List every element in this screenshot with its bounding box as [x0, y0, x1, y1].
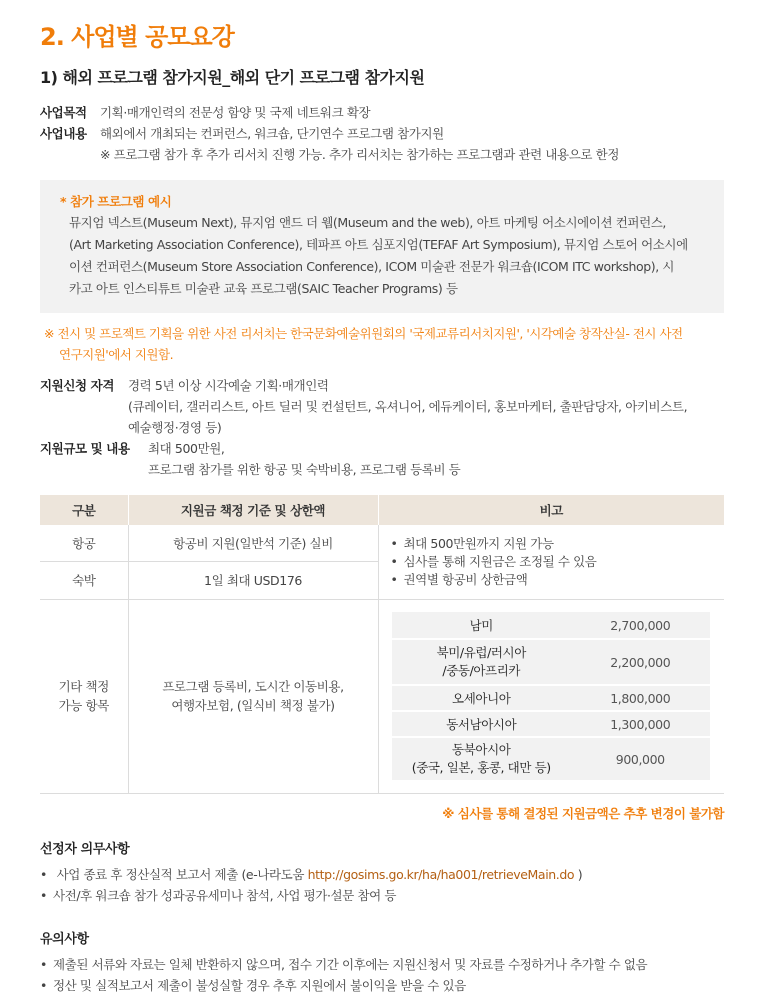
duties-title: 선정자 의무사항	[40, 841, 130, 857]
region-airfare-table	[392, 610, 710, 782]
row-category: 숙박	[40, 561, 128, 599]
warning-line: ※ 전시 및 프로젝트 기획을 위한 사전 리서치는 한국문화예술위원회의 '국제교류리서치지원', '시각예술 창작산실- 전시 사전	[44, 326, 683, 341]
warning-line: 연구지원'에서 지원함.	[59, 347, 174, 362]
purpose-row	[40, 102, 724, 123]
row-criteria: 항공비 지원(일반석 기준) 실비	[128, 525, 378, 561]
header-criteria: 지원금 책정 기준 및 상한액	[128, 495, 378, 525]
region-name: 동북아시아 (중국, 일본, 홍콩, 대만 등)	[392, 738, 570, 780]
region-amount: 2,200,000	[570, 640, 710, 684]
eligibility-value	[128, 375, 687, 438]
duties-list	[40, 864, 724, 906]
table-row	[40, 599, 724, 793]
region-row	[392, 686, 710, 710]
duty-item-text: 사업 종료 후 정산실적 보고서 제출 (e-나라도움	[56, 866, 308, 882]
program-example-box	[40, 180, 724, 313]
remark-item: • 최대 500만원까지 지원 가능	[391, 535, 725, 553]
eligibility-line: 경력 5년 이상 시각예술 기획·매개인력	[128, 378, 329, 393]
scale-label: 지원규모 및 내용	[40, 441, 130, 456]
duty-item	[40, 864, 724, 885]
eligibility-line: 예술행정·경영 등)	[128, 420, 222, 435]
example-title: * 참가 프로그램 예시	[60, 194, 172, 209]
row-category: 항공	[40, 525, 128, 561]
region-amount: 1,800,000	[570, 686, 710, 710]
remark-item: • 심사를 통해 지원금은 조정될 수 있음	[391, 553, 725, 571]
content-note: ※ 프로그램 참가 후 추가 리서치 진행 가능. 추가 리서치는 참가하는 프로그램과 관련 내용으로 한정	[100, 147, 620, 162]
cautions-list	[40, 954, 724, 996]
scale-line: 최대 500만원,	[148, 441, 225, 456]
example-line: 뮤지엄 넥스트(Museum Next), 뮤지엄 앤드 더 웹(Museum and the web), 아트 마케팅 어소시에이션 컨퍼런스,	[69, 215, 666, 230]
row-category: 기타 책정 가능 항목	[40, 599, 128, 793]
region-name: 북미/유럽/러시아 /중동/아프리카	[392, 640, 570, 684]
purpose-label: 사업목적	[40, 105, 87, 120]
e-nara-link[interactable]: http://gosims.go.kr/ha/ha001/retrieveMain.do	[307, 866, 575, 882]
eligibility-line: (큐레이터, 갤러리스트, 아트 딜러 및 컨설턴트, 옥셔니어, 에듀케이터, 홍보마케터, 출판담당자, 아키비스트,	[128, 399, 688, 414]
scale-value	[148, 438, 460, 480]
section-title: 2. 사업별 공모요강	[40, 23, 234, 51]
row-criteria: 1일 최대 USD176	[128, 561, 378, 599]
cautions-title: 유의사항	[40, 931, 89, 947]
eligibility-label: 지원신청 자격	[40, 378, 115, 393]
region-name: 오세아니아	[392, 686, 570, 710]
eligibility-row	[40, 375, 724, 438]
content-label: 사업내용	[40, 126, 87, 141]
table-header-row	[40, 495, 724, 525]
eligibility-block	[40, 375, 724, 480]
region-amount: 2,700,000	[570, 612, 710, 638]
duty-item-suffix: )	[574, 866, 583, 882]
example-line: (Art Marketing Association Conference), 테파프 아트 심포지엄(TEFAF Art Symposium), 뮤지엄 스토어 어소시에	[69, 237, 688, 252]
row-criteria: 프로그램 등록비, 도시간 이동비용, 여행자보험, (일식비 책정 불가)	[128, 599, 378, 793]
duties-section	[40, 838, 724, 906]
region-row	[392, 612, 710, 638]
example-body	[60, 212, 704, 300]
region-name: 동서남아시아	[392, 712, 570, 736]
example-line: 이션 컨퍼런스(Museum Store Association Conference), ICOM 미술관 전문가 워크숍(ICOM ITC workshop), 시	[69, 259, 675, 274]
table-row	[40, 525, 724, 561]
content-row	[40, 123, 724, 144]
remarks-cell	[378, 525, 724, 599]
region-name: 남미	[392, 612, 570, 638]
purpose-content-block	[40, 102, 724, 165]
research-warning	[40, 323, 724, 365]
header-remarks: 비고	[378, 495, 724, 525]
region-row	[392, 712, 710, 736]
scale-row	[40, 438, 724, 480]
content-value: 해외에서 개최되는 컨퍼런스, 워크숍, 단기연수 프로그램 참가지원	[100, 126, 444, 141]
table-note: ※ 심사를 통해 결정된 지원금액은 추후 변경이 불가함	[442, 805, 724, 821]
support-table	[40, 495, 724, 794]
duty-item: • 사전/후 워크숍 참가 성과공유세미나 참석, 사업 평가·설문 참여 등	[40, 885, 724, 906]
header-category: 구분	[40, 495, 128, 525]
program-title: 1) 해외 프로그램 참가지원_해외 단기 프로그램 참가지원	[40, 68, 425, 87]
remarks-list	[379, 535, 725, 589]
region-amount: 1,300,000	[570, 712, 710, 736]
region-row	[392, 640, 710, 684]
purpose-value: 기획·매개인력의 전문성 함양 및 국제 네트워크 확장	[100, 105, 371, 120]
region-row	[392, 738, 710, 780]
region-cell	[378, 599, 724, 793]
scale-line: 프로그램 참가를 위한 항공 및 숙박비용, 프로그램 등록비 등	[148, 462, 461, 477]
caution-item: • 제출된 서류와 자료는 일체 반환하지 않으며, 접수 기간 이후에는 지원신청서 및 자료를 수정하거나 추가할 수 없음	[40, 954, 724, 975]
caution-item: • 정산 및 실적보고서 제출이 불성실할 경우 추후 지원에서 불이익을 받을 수 있음	[40, 975, 724, 996]
cautions-section	[40, 928, 724, 996]
remark-item: • 권역별 항공비 상한금액	[391, 571, 725, 589]
example-line: 카고 아트 인스티튜트 미술관 교육 프로그램(SAIC Teacher Programs) 등	[69, 281, 458, 296]
region-amount: 900,000	[570, 738, 710, 780]
